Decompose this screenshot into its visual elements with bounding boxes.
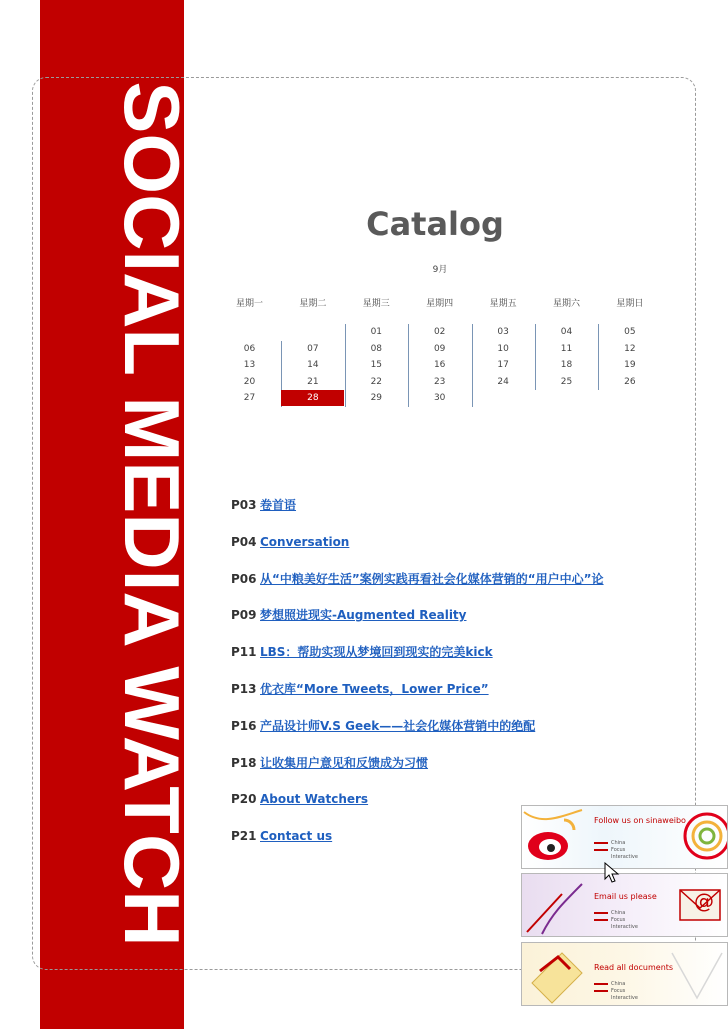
calendar-day: 29	[370, 393, 383, 403]
toc-page-number: P21	[231, 829, 257, 844]
weekday-label: 星期六	[552, 299, 580, 309]
calendar-day: 09	[433, 343, 446, 354]
toc-link[interactable]: 从“中粮美好生活”案例实践再看社会化媒体营销的“用户中心”论	[260, 571, 604, 586]
calendar-day: 16	[433, 360, 446, 370]
calendar-day: 20	[243, 376, 256, 387]
calendar-day: 08	[370, 343, 383, 354]
calendar-day: 05	[624, 327, 636, 337]
calendar-day: 03	[497, 327, 509, 337]
toc-page-number: P18	[231, 755, 257, 770]
calendar-day: 27	[243, 393, 256, 403]
calendar-day: 12	[624, 343, 636, 354]
toc-page-number: P20	[231, 792, 257, 807]
calendar-day: 14	[307, 360, 319, 370]
calendar-day: 13	[243, 360, 256, 370]
sidebar-title: SOCIAL MEDIA WATCH	[108, 81, 196, 947]
toc-link[interactable]: 梦想照进现实-Augmented Reality	[260, 608, 467, 623]
calendar-day: 26	[624, 376, 636, 387]
weekday-label: 星期四	[426, 299, 454, 309]
toc-link[interactable]: 产品设计师V.S Geek——社会化媒体营销中的绝配	[260, 718, 536, 733]
weekday-label: 星期五	[489, 299, 517, 309]
calendar-day: 11	[560, 343, 573, 354]
toc-page-number: P03	[231, 498, 257, 512]
calendar-day: 01	[370, 327, 383, 337]
brand-logo: China Focus Interactive	[594, 840, 638, 861]
calendar-grid	[218, 324, 662, 412]
toc-link[interactable]: About Watchers	[260, 792, 369, 807]
calendar-day: 07	[307, 343, 319, 354]
calendar-day-today: 28	[281, 390, 344, 406]
toc-page-number: P04	[231, 534, 257, 549]
toc-link[interactable]: 让收集用户意见和反馈成为习惯	[260, 755, 429, 770]
weibo-banner[interactable]	[521, 805, 728, 869]
calendar-day: 25	[560, 376, 573, 387]
calendar-day: 10	[497, 343, 509, 354]
catalog-title: Catalog	[366, 205, 504, 243]
svg-text:@: @	[694, 889, 714, 913]
brand-logo: China Focus Interactive	[594, 910, 638, 931]
banner-label: Email us please	[594, 892, 657, 901]
toc-link[interactable]: Contact us	[260, 829, 333, 844]
toc-item	[231, 827, 332, 845]
calendar-day: 22	[370, 376, 383, 387]
toc-item	[231, 754, 428, 772]
toc-page-number: P06	[231, 571, 257, 586]
toc-link[interactable]: Conversation	[260, 534, 350, 549]
brand-logo: China Focus Interactive	[594, 981, 638, 1002]
toc-item	[231, 570, 604, 588]
toc-item	[231, 790, 368, 808]
calendar-day: 18	[560, 360, 573, 370]
weekday-label: 星期三	[362, 299, 390, 309]
toc-item	[231, 717, 535, 735]
weekday-label: 星期二	[299, 299, 327, 309]
calendar-day: 19	[624, 360, 636, 370]
toc-page-number: P11	[231, 645, 257, 660]
calendar-day: 04	[560, 327, 573, 337]
calendar-day: 06	[243, 343, 256, 354]
toc-page-number: P16	[231, 718, 257, 733]
calendar-day: 17	[497, 360, 509, 370]
calendar-day: 23	[433, 376, 446, 387]
toc-item	[231, 680, 489, 698]
documents-banner[interactable]	[521, 942, 728, 1006]
toc-link[interactable]: 卷首语	[260, 498, 297, 512]
toc-page-number: P09	[231, 608, 257, 623]
weekday-label: 星期一	[235, 299, 263, 309]
toc-item	[231, 496, 296, 514]
email-banner[interactable]	[521, 873, 728, 937]
toc-link[interactable]: 优衣库“More Tweets，Lower Price”	[260, 682, 489, 696]
banner-label: Follow us on sinaweibo	[594, 816, 686, 825]
toc-page-number: P13	[231, 682, 257, 696]
calendar-day: 30	[433, 393, 446, 403]
toc-item	[231, 643, 493, 661]
banner-label: Read all documents	[594, 963, 674, 972]
weekday-label: 星期日	[616, 299, 644, 309]
calendar-day: 21	[307, 376, 319, 387]
toc-link[interactable]: LBS：帮助实现从梦境回到现实的完美kick	[260, 645, 493, 660]
calendar-day: 15	[370, 360, 383, 370]
calendar-day: 24	[497, 376, 509, 387]
month-label: 9月	[432, 265, 448, 275]
mouse-cursor-icon	[604, 862, 620, 884]
toc-item	[231, 606, 467, 624]
calendar-day: 02	[433, 327, 446, 337]
toc-item	[231, 533, 349, 551]
